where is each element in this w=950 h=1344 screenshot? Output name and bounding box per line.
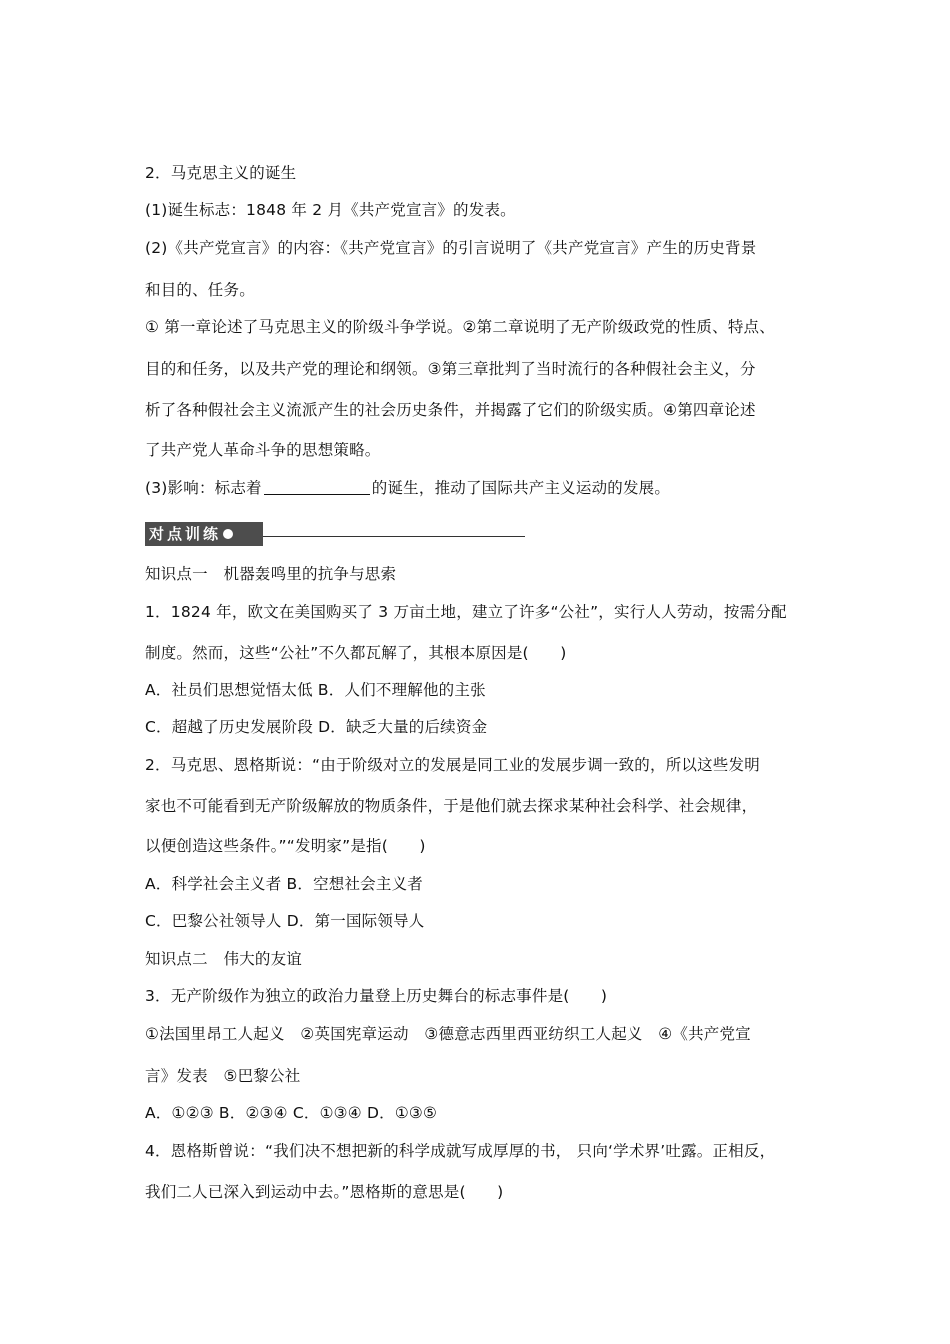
paragraph: (2)《共产党宣言》的内容：《共产党宣言》的引言说明了《共产党宣言》产生的历史背景	[145, 239, 757, 257]
question-text: 家也不可能看到无产阶级解放的物质条件，于是他们就去探求某种社会科学、社会规律，	[145, 797, 758, 815]
answer-options: A．社员们思想觉悟太低 B．人们不理解他的主张	[145, 681, 486, 699]
paragraph: (1)诞生标志：1848 年 2 月《共产党宣言》的发表。	[145, 201, 516, 219]
question-text: 4．恩格斯曾说：“我们决不想把新的科学成就写成厚厚的书， 只向‘学术界’吐露。正相反，	[145, 1142, 776, 1160]
paragraph-text: (3)影响：标志着	[145, 479, 262, 497]
question-text: 制度。然而，这些“公社”不久都瓦解了，其根本原因是( )	[145, 644, 567, 662]
question-text: 言》发表 ⑤巴黎公社	[145, 1067, 301, 1085]
knowledge-point-title: 知识点一 机器轰鸣里的抗争与思索	[145, 565, 397, 583]
banner-label: 对点训练	[149, 525, 222, 543]
answer-options: C．超越了历史发展阶段 D．缺乏大量的后续资金	[145, 718, 488, 736]
paragraph: 和目的、任务。	[145, 281, 255, 299]
question-text: 3．无产阶级作为独立的政治力量登上历史舞台的标志事件是( )	[145, 987, 608, 1005]
banner-divider	[263, 536, 525, 537]
answer-blank[interactable]	[264, 480, 370, 495]
paragraph-text: 的诞生，推动了国际共产主义运动的发展。	[371, 479, 671, 497]
question-text: 以便创造这些条件。”“发明家”是指( )	[145, 837, 426, 855]
practice-banner	[145, 522, 525, 546]
paragraph: 目的和任务，以及共产党的理论和纲领。③第三章批判了当时流行的各种假社会主义，分	[145, 360, 756, 378]
question-text: ①法国里昂工人起义 ②英国宪章运动 ③德意志西里西亚纺织工人起义 ④《共产党宣	[145, 1025, 751, 1043]
section-heading: 2．马克思主义的诞生	[145, 164, 297, 182]
knowledge-point-title: 知识点二 伟大的友谊	[145, 950, 303, 968]
bullet-dot-icon	[223, 529, 233, 539]
paragraph: ① 第一章论述了马克思主义的阶级斗争学说。②第二章说明了无产阶级政党的性质、特点、	[145, 318, 775, 336]
question-text: 2．马克思、恩格斯说：“由于阶级对立的发展是同工业的发展步调一致的，所以这些发明	[145, 756, 760, 774]
paragraph: 析了各种假社会主义流派产生的社会历史条件，并揭露了它们的阶级实质。④第四章论述	[145, 401, 756, 419]
banner-label-box	[145, 522, 263, 546]
paragraph: 了共产党人革命斗争的思想策略。	[145, 441, 381, 459]
answer-options: A．①②③ B．②③④ C．①③④ D．①③⑤	[145, 1104, 438, 1122]
answer-options: A．科学社会主义者 B．空想社会主义者	[145, 875, 423, 893]
answer-options: C．巴黎公社领导人 D．第一国际领导人	[145, 912, 425, 930]
question-text: 1．1824 年，欧文在美国购买了 3 万亩土地，建立了许多“公社”，实行人人劳动，按需分配	[145, 603, 787, 621]
fill-in-paragraph	[145, 478, 670, 498]
question-text: 我们二人已深入到运动中去。”恩格斯的意思是( )	[145, 1183, 504, 1201]
